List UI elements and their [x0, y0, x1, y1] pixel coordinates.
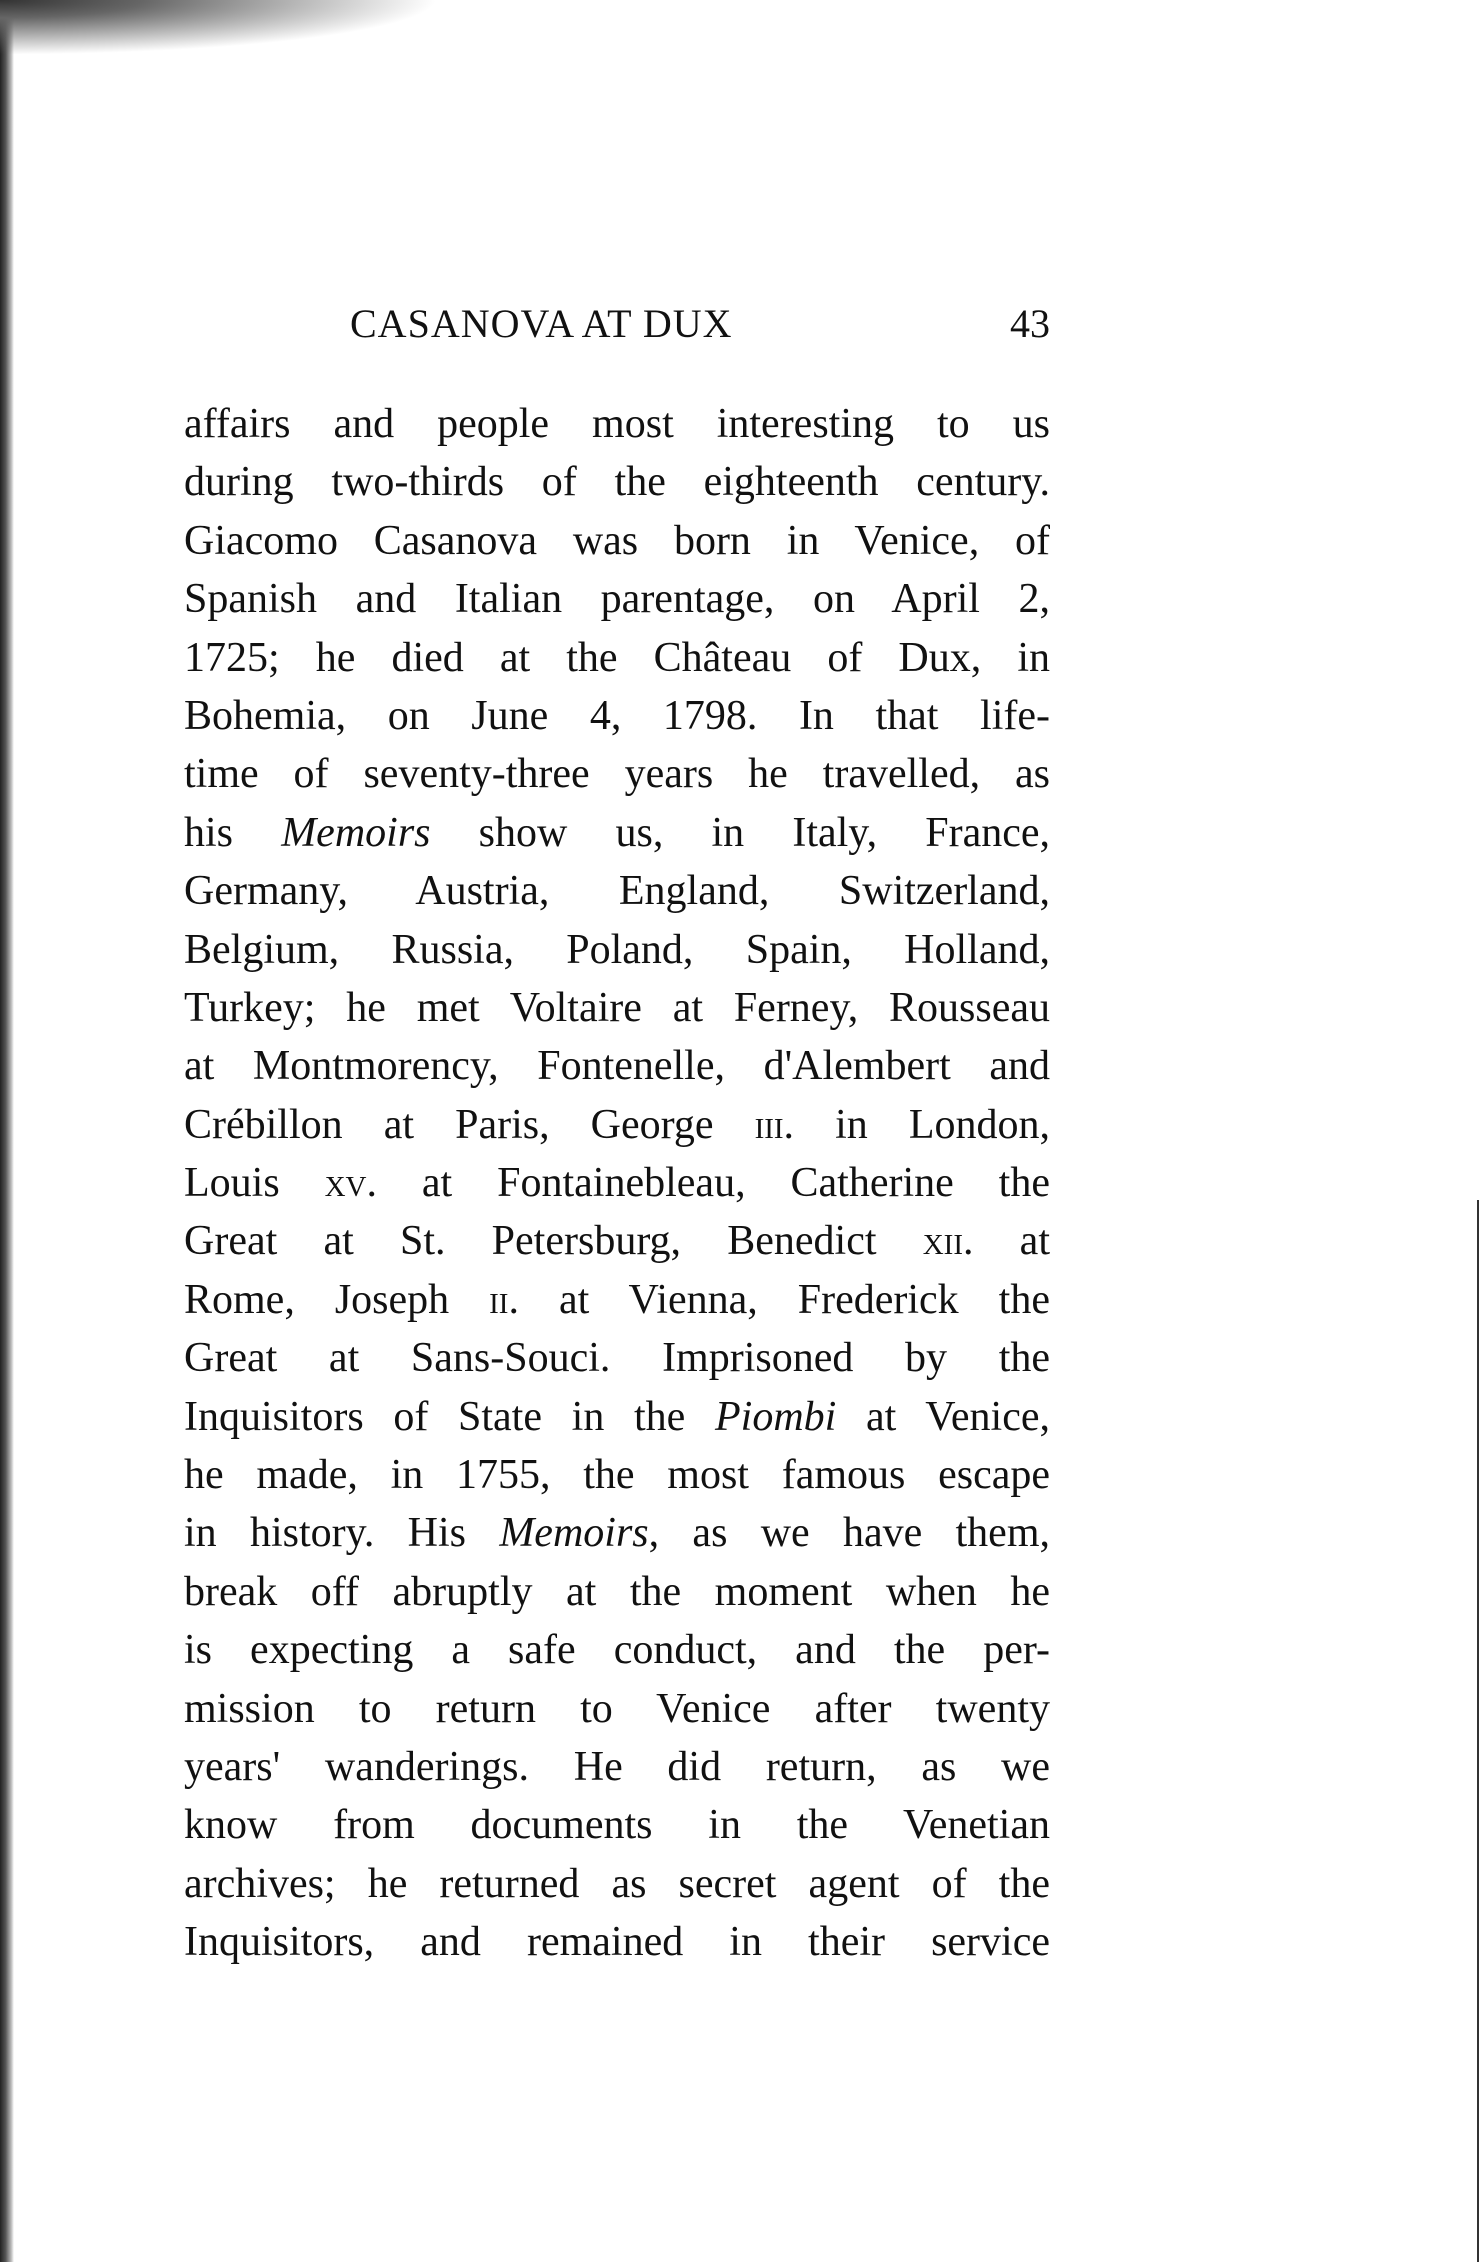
- text-line: [184, 687, 1050, 745]
- text-segment: Turkey; he met Voltaire at Ferney, Rousseau: [184, 984, 1050, 1031]
- text-line: [184, 395, 1050, 453]
- text-segment: during two-thirds of the eighteenth century.: [184, 459, 1050, 506]
- text-segment: he made, in 1755, the most famous escape: [184, 1452, 1050, 1499]
- text-segment: at Vienna, Frederick the: [518, 1276, 1050, 1323]
- text-line: [184, 512, 1050, 570]
- text-line: [184, 1154, 1050, 1212]
- text-segment: his: [184, 809, 282, 856]
- small-caps-text: xii.: [922, 1218, 974, 1265]
- text-line: [184, 921, 1050, 979]
- text-segment: at: [973, 1218, 1050, 1265]
- text-line: [184, 804, 1050, 862]
- running-header: [350, 300, 1050, 360]
- text-segment: at Montmorency, Fontenelle, d'Alembert and: [184, 1043, 1050, 1090]
- text-segment: is expecting a safe conduct, and the per-: [184, 1627, 1050, 1674]
- text-segment: time of seventy-three years he travelled, as: [184, 751, 1050, 798]
- book-binding-edge: [0, 0, 14, 2262]
- text-segment: show us, in Italy, France,: [430, 809, 1051, 856]
- text-segment: Giacomo Casanova was born in Venice, of: [184, 517, 1050, 564]
- text-segment: affairs and people most interesting to us: [184, 401, 1050, 447]
- text-segment: Rome, Joseph: [184, 1276, 490, 1323]
- italic-text: Memoirs: [281, 809, 431, 856]
- text-segment: in London,: [794, 1101, 1050, 1148]
- scan-shadow-corner: [0, 0, 560, 70]
- text-line: [184, 1621, 1050, 1679]
- text-segment: archives; he returned as secret agent of the: [184, 1860, 1050, 1907]
- text-line: [184, 862, 1050, 920]
- text-line: [184, 1271, 1050, 1329]
- text-segment: Bohemia, on June 4, 1798. In that life-: [184, 692, 1050, 739]
- text-line: [184, 629, 1050, 687]
- text-segment: break off abruptly at the moment when he: [184, 1568, 1050, 1615]
- text-line: [184, 979, 1050, 1037]
- small-caps-text: ii.: [489, 1276, 519, 1323]
- text-line: [184, 1855, 1050, 1913]
- italic-text: Memoirs: [499, 1510, 649, 1557]
- text-segment: at Venice,: [836, 1393, 1050, 1440]
- text-segment: , as we have them,: [648, 1510, 1050, 1557]
- small-caps-text: xv.: [324, 1160, 377, 1207]
- text-segment: Germany, Austria, England, Switzerland,: [184, 868, 1050, 915]
- text-line: [184, 1913, 1050, 1971]
- text-line: [184, 1212, 1050, 1270]
- text-segment: years' wanderings. He did return, as we: [184, 1743, 1050, 1790]
- text-line: [184, 1096, 1050, 1154]
- text-line: [184, 1329, 1050, 1387]
- text-line: [184, 1680, 1050, 1738]
- text-segment: Inquisitors, and remained in their service: [184, 1919, 1050, 1966]
- text-line: [184, 1388, 1050, 1446]
- italic-text: Piombi: [715, 1393, 837, 1440]
- text-segment: Belgium, Russia, Poland, Spain, Holland,: [184, 926, 1050, 973]
- text-line: [184, 1563, 1050, 1621]
- text-line: [184, 745, 1050, 803]
- text-line: [184, 1037, 1050, 1095]
- text-segment: 1725; he died at the Château of Dux, in: [184, 634, 1050, 681]
- body-text: [184, 395, 1050, 1972]
- text-line: [184, 1796, 1050, 1854]
- text-segment: mission to return to Venice after twenty: [184, 1685, 1050, 1732]
- page-number: 43: [1010, 301, 1050, 346]
- text-line: [184, 1738, 1050, 1796]
- running-title: CASANOVA AT DUX: [350, 301, 733, 346]
- text-segment: Great at St. Petersburg, Benedict: [184, 1218, 923, 1265]
- text-segment: Crébillon at Paris, George: [184, 1101, 755, 1148]
- page-edge-line: [1477, 1200, 1479, 2262]
- text-segment: Great at Sans-Souci. Imprisoned by the: [184, 1335, 1050, 1382]
- text-segment: in history. His: [184, 1510, 500, 1557]
- text-line: [184, 570, 1050, 628]
- text-line: [184, 453, 1050, 511]
- text-segment: Spanish and Italian parentage, on April 2,: [184, 576, 1050, 623]
- text-line: [184, 1446, 1050, 1504]
- text-segment: Inquisitors of State in the: [184, 1393, 715, 1440]
- text-line: [184, 1504, 1050, 1562]
- text-segment: Louis: [184, 1160, 325, 1207]
- text-segment: at Fontainebleau, Catherine the: [376, 1160, 1050, 1207]
- text-segment: know from documents in the Venetian: [184, 1802, 1050, 1849]
- small-caps-text: iii.: [754, 1101, 795, 1148]
